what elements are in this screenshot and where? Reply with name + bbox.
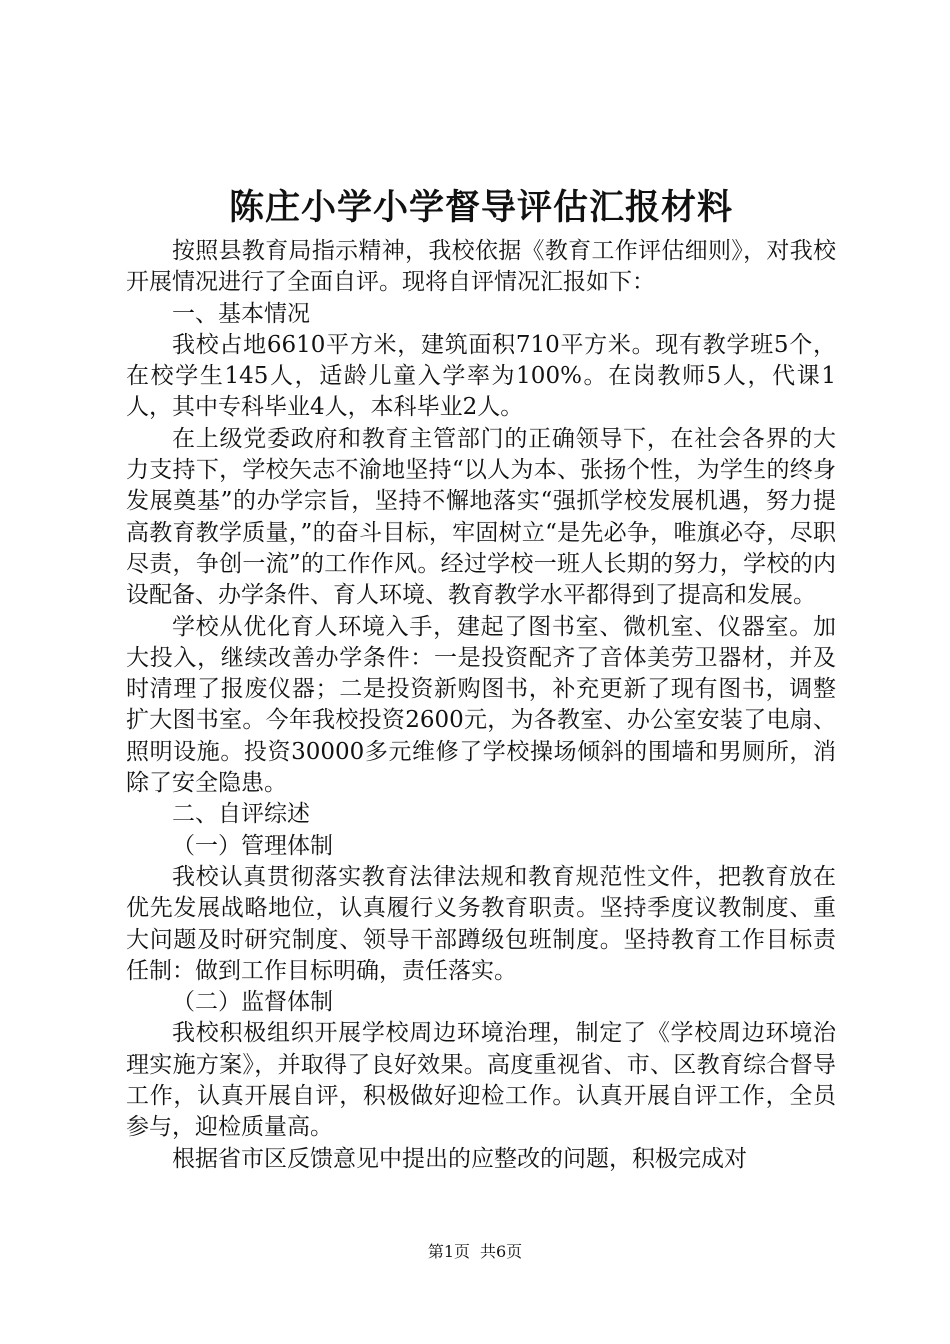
paragraph-leadership: 在上级党委政府和教育主管部门的正确领导下，在社会各界的大力支持下，学校矢志不渝地坚持“以人为本、张扬个性，为学生的终身发展奠基”的办学宗旨，坚持不懈地落实“强抓学校发展机遇，努力提高教育教学质量，”的奋斗目标，牢固树立“是先必争，唯旗必夺，尽职尽责，争创一流”的工作作风。经过学校一班人长期的努力，学校的内设配备、办学条件、育人环境、教育教学水平都得到了提高和发展。 xyxy=(126,425,836,609)
subsection-heading-management: （一）管理体制 xyxy=(172,832,333,859)
document-body xyxy=(126,236,836,1175)
paragraph-environment: 学校从优化育人环境入手，建起了图书室、微机室、仪器室。加大投入，继续改善办学条件：一是投资配齐了音体美劳卫器材，并及时清理了报废仪器；二是投资新购图书，补充更新了现有图书，调整扩大图书室。今年我校投资2600元，为各教室、办公室安装了电扇、照明设施。投资30000多元维修了学校操场倾斜的围墙和男厕所，消除了安全隐患。 xyxy=(126,613,836,797)
page-number-current: 第1页 xyxy=(427,1242,470,1261)
paragraph-management: 我校认真贯彻落实教育法律法规和教育规范性文件，把教育放在优先发展战略地位，认真履行义务教育职责。坚持季度议教制度、重大问题及时研究制度、领导干部蹲级包班制度。坚持教育工作目标责任制：做到工作目标明确，责任落实。 xyxy=(126,863,836,984)
section-heading-self-evaluation: 二、自评综述 xyxy=(172,801,310,828)
paragraph-rectification: 根据省市区反馈意见中提出的应整改的问题，积极完成对 xyxy=(172,1145,747,1172)
subsection-heading-supervision: （二）监督体制 xyxy=(172,989,333,1016)
document-title: 陈庄小学小学督导评估汇报材料 xyxy=(228,187,733,228)
paragraph-school-stats: 我校占地6610平方米，建筑面积710平方米。现有教学班5个，在校学生145人，适龄儿童入学率为100%。在岗教师5人，代课1人，其中专科毕业4人，本科毕业2人。 xyxy=(126,331,836,421)
paragraph-intro: 按照县教育局指示精神，我校依据《教育工作评估细则》，对我校开展情况进行了全面自评。现将自评情况汇报如下： xyxy=(126,238,836,296)
page-footer xyxy=(0,1241,950,1263)
paragraph-supervision: 我校积极组织开展学校周边环境治理，制定了《学校周边环境治理实施方案》，并取得了良好效果。高度重视省、市、区教育综合督导工作，认真开展自评，积极做好迎检工作。认真开展自评工作，全员参与，迎检质量高。 xyxy=(126,1020,836,1141)
section-heading-basic-info: 一、基本情况 xyxy=(172,300,310,327)
page-number-total: 共6页 xyxy=(480,1242,523,1261)
